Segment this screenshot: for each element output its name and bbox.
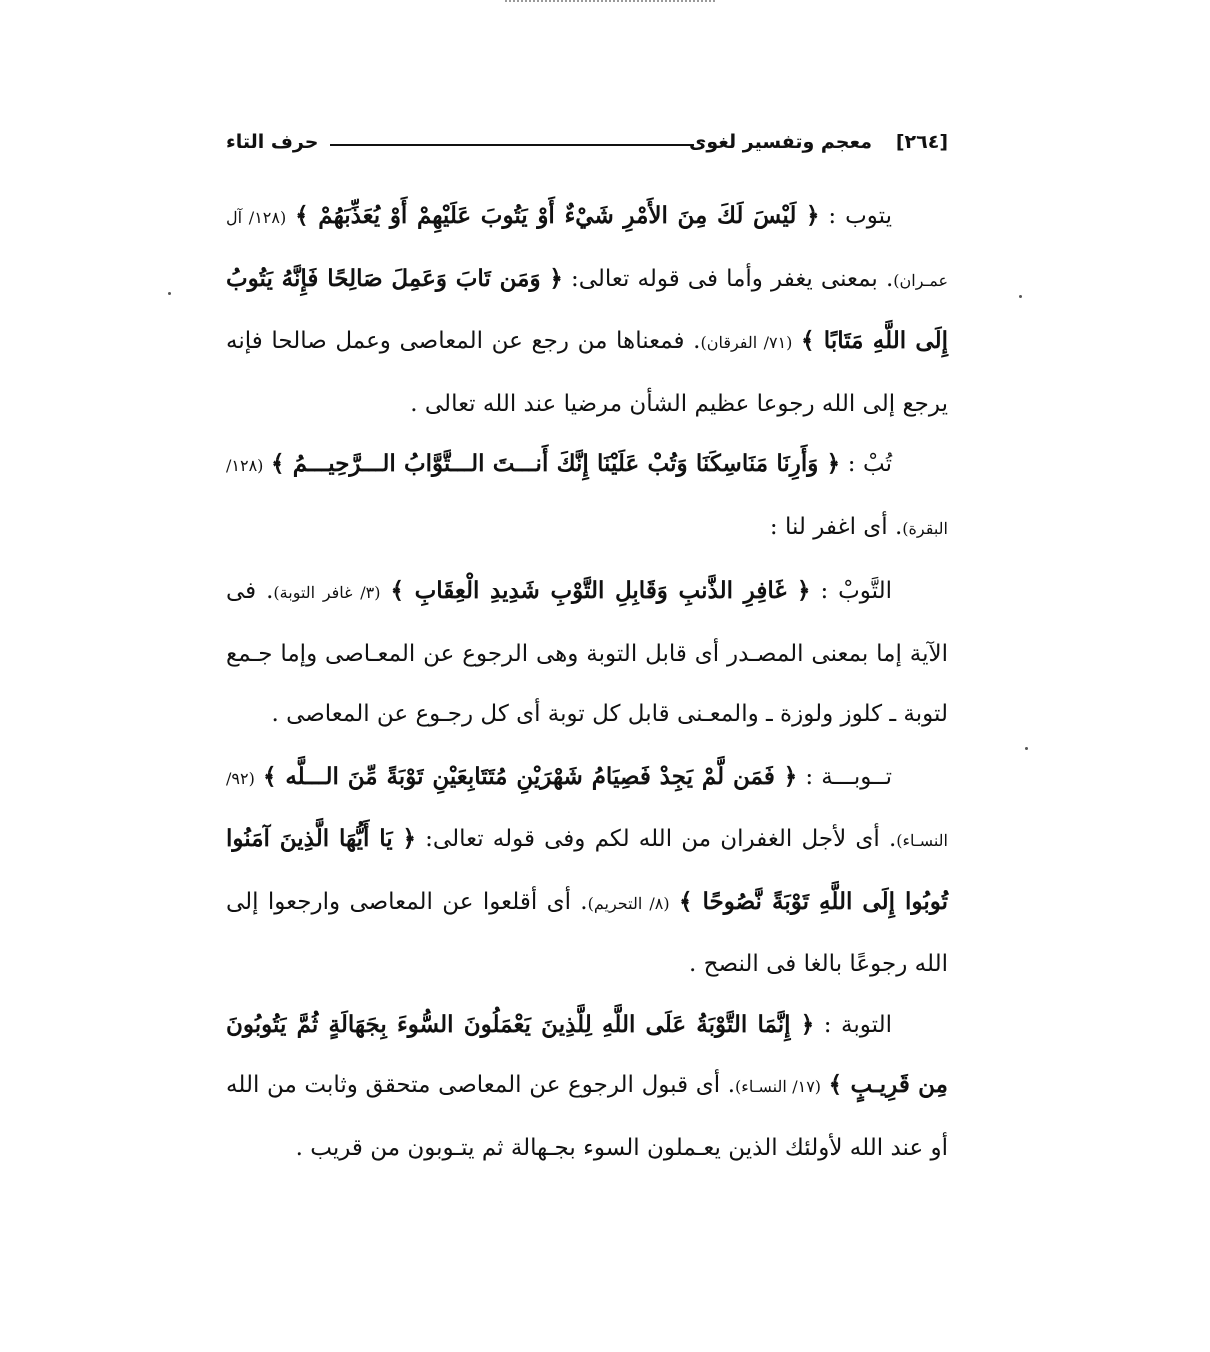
entry-yatub	[226, 186, 948, 434]
entry-term: تــوبـــة :	[805, 763, 892, 790]
verse-reference: (٣/ غافر التوبة)	[273, 583, 381, 602]
verse-reference: (٧١/ الفرقان)	[700, 333, 793, 352]
quran-verse: ﴿ يَا أَيُّهَا الَّذِينَ آمَنُوا تُوبُوا إِلَى اللَّهِ تَوْبَةً نَّصُوحًا ﴾	[226, 825, 948, 915]
quran-verse: ﴿ وَأَرِنَا مَنَاسِكَنَا وَتُبْ عَلَيْنَا إِنَّكَ أَنـــتَ الـــتَّوَّابُ الـــرَّحِيـــمُ ﴾	[271, 450, 841, 477]
entry-term: تُبْ :	[847, 451, 893, 477]
verse-reference: (١٢٨/ البقرة)	[226, 456, 948, 538]
header-rule	[330, 144, 694, 146]
entry-explanation: . فى الآية إما بمعنى المصـدر أى قابل التوبة وهى الرجوع عن المعـاصى وإما جـمع لتوبة ـ كلوز ولوزة ـ والمعـنى قابل كل توبة أى كل رجـوع عن المعاصى .	[226, 578, 948, 727]
entry-term: يتوب :	[828, 203, 892, 229]
quran-verse: ﴿ فَمَن لَّمْ يَجِدْ فَصِيَامُ شَهْرَيْنِ مُتَتَابِعَيْنِ تَوْبَةً مِّنَ الـــلَّه ﴾	[263, 762, 798, 790]
quran-verse: ﴿ وَمَن تَابَ وَعَمِلَ صَالِحًا فَإِنَّهُ يَتُوبُ إِلَى اللَّهِ مَتَابًا ﴾	[226, 264, 949, 354]
entry-explanation: . أى لأجل الغفران من الله لكم وفى قوله تعالى:	[416, 826, 897, 852]
entry-explanation: . بمعنى يغفر وأما فى قوله تعالى:	[562, 265, 894, 292]
entry-term: التوبة :	[823, 1011, 893, 1038]
entry-explanation: . أى قبول الرجوع عن المعاصى متحقق وثابت من الله أو عند الله لأولئك الذين يعـملون السوء بجـهالة ثم يتـوبون من قريب .	[226, 1072, 948, 1161]
entry-explanation: . فمعناها من رجع عن المعاصى وعمل صالحا فإنه يرجع إلى الله رجوعا عظيم الشأن مرضيا عند الله تعالى .	[226, 328, 948, 417]
entry-explanation: . أى اغفر لنا :	[769, 513, 903, 540]
running-header	[226, 127, 948, 161]
entry-tawbah	[226, 747, 948, 995]
verse-reference: (٨/ التحريم)	[587, 893, 670, 913]
entry-altawb	[226, 561, 948, 745]
entry-tub	[226, 434, 948, 559]
entry-altawbah	[226, 995, 948, 1179]
verse-reference: (١٧/ النسـاء)	[735, 1077, 822, 1096]
quran-verse: ﴿ لَيْسَ لَكَ مِنَ الأَمْرِ شَيْءٌ أَوْ يَتُوبَ عَلَيْهِمْ أَوْ يُعَذِّبَهُمْ ﴾	[295, 202, 820, 229]
quran-verse: ﴿ إِنَّمَا التَّوْبَةُ عَلَى اللَّهِ لِلَّذِينَ يَعْمَلُونَ السُّوءَ بِجَهَالَةٍ ثُمَّ يَتُوبُونَ مِن قَرِيـبٍ ﴾	[226, 1010, 949, 1098]
book-title: معجم وتفسير لغوى	[688, 131, 872, 153]
section-name: حرف التاء	[226, 131, 319, 153]
entry-term: التَّوبْ :	[820, 578, 893, 604]
quran-verse: ﴿ غَافِرِ الذَّنبِ وَقَابِلِ التَّوْبِ شَدِيدِ الْعِقَابِ ﴾	[390, 577, 811, 604]
verse-reference: (١٢٨/ آل عمـران)	[226, 208, 948, 290]
entry-explanation: . أى أقلعوا عن المعاصى وارجعوا إلى الله رجوعًا بالغا فى النصح .	[226, 888, 948, 977]
page-body	[226, 186, 948, 1178]
verse-reference: (٩٢/ النسـاء)	[226, 768, 948, 850]
page-number: [٢٦٤]	[895, 131, 948, 153]
